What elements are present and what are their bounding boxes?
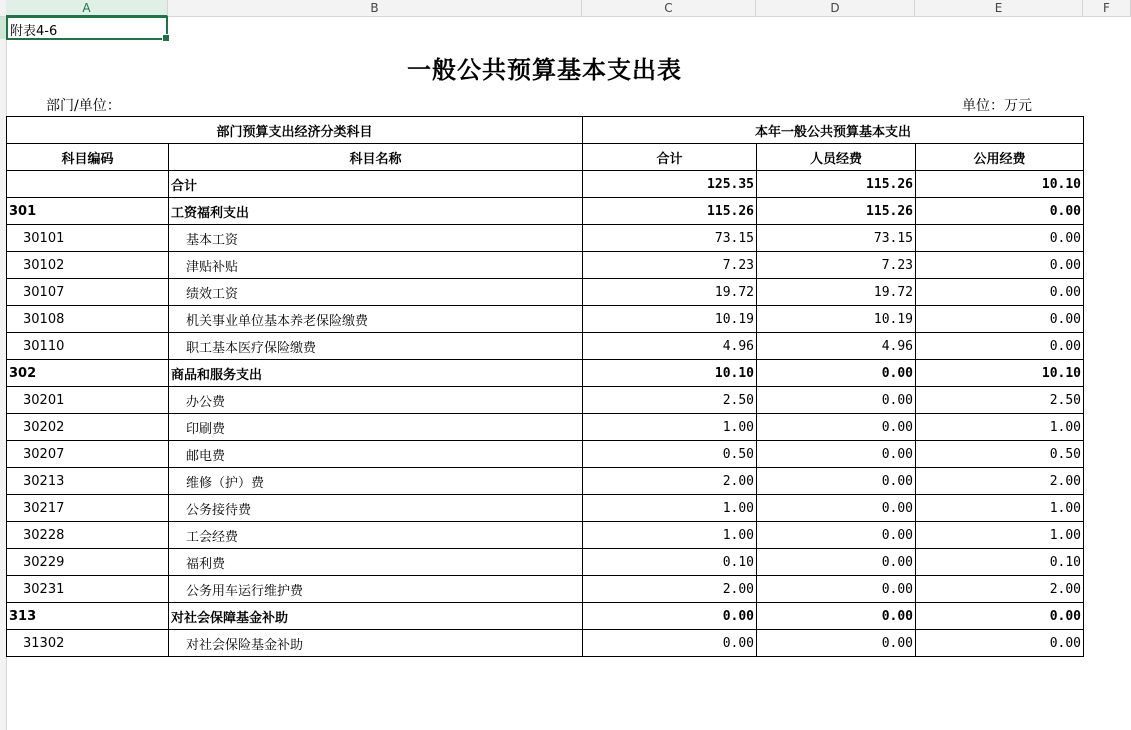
- cell-name[interactable]: 对社会保障基金补助: [169, 603, 583, 630]
- cell-personnel[interactable]: 0.00: [757, 360, 916, 387]
- cell-personnel[interactable]: 19.72: [757, 279, 916, 306]
- cell-personnel[interactable]: 4.96: [757, 333, 916, 360]
- cell-personnel[interactable]: 0.00: [757, 549, 916, 576]
- cell-public[interactable]: 0.00: [916, 630, 1084, 657]
- table-row: [7, 198, 1084, 225]
- header-name[interactable]: 科目名称: [169, 144, 583, 171]
- cell-name[interactable]: 商品和服务支出: [169, 360, 583, 387]
- cell-total[interactable]: 125.35: [583, 171, 757, 198]
- cell-total[interactable]: 1.00: [583, 495, 757, 522]
- cell-code[interactable]: 302: [7, 360, 169, 387]
- dept-label[interactable]: 部门/单位：: [46, 98, 121, 114]
- table-row: [7, 495, 1084, 522]
- table-row: [7, 252, 1084, 279]
- cell-total[interactable]: 115.26: [583, 198, 757, 225]
- cell-name[interactable]: 绩效工资: [169, 279, 583, 306]
- cell-code[interactable]: 30213: [7, 468, 169, 495]
- cell-code[interactable]: 30201: [7, 387, 169, 414]
- cell-name[interactable]: 职工基本医疗保险缴费: [169, 333, 583, 360]
- cell-code[interactable]: 30202: [7, 414, 169, 441]
- cell-total[interactable]: 19.72: [583, 279, 757, 306]
- cell-personnel[interactable]: 0.00: [757, 414, 916, 441]
- cell-personnel[interactable]: 0.00: [757, 441, 916, 468]
- cell-total[interactable]: 7.23: [583, 252, 757, 279]
- cell-code[interactable]: 301: [7, 198, 169, 225]
- table-row: [7, 171, 1084, 198]
- cell-total[interactable]: 73.15: [583, 225, 757, 252]
- cell-name[interactable]: 合计: [169, 171, 583, 198]
- cell-name[interactable]: 机关事业单位基本养老保险缴费: [169, 306, 583, 333]
- cell-total[interactable]: 2.00: [583, 576, 757, 603]
- cell-name[interactable]: 福利费: [169, 549, 583, 576]
- cell-total[interactable]: 0.00: [583, 630, 757, 657]
- cell-code[interactable]: 30102: [7, 252, 169, 279]
- header-code[interactable]: 科目编码: [7, 144, 169, 171]
- fill-handle[interactable]: [162, 34, 170, 42]
- column-header-a[interactable]: A: [6, 0, 168, 17]
- cell-code[interactable]: 30217: [7, 495, 169, 522]
- cell-a1-note[interactable]: 附表4-6: [10, 24, 58, 39]
- cell-personnel[interactable]: 0.00: [757, 630, 916, 657]
- sheet-title[interactable]: 一般公共预算基本支出表: [407, 55, 682, 84]
- cell-name[interactable]: 维修（护）费: [169, 468, 583, 495]
- cell-public[interactable]: 1.00: [916, 414, 1084, 441]
- group-header-left[interactable]: 部门预算支出经济分类科目: [7, 117, 583, 144]
- group-header-right[interactable]: 本年一般公共预算基本支出: [583, 117, 1084, 144]
- table-row: [7, 225, 1084, 252]
- cell-personnel[interactable]: 73.15: [757, 225, 916, 252]
- cell-total[interactable]: 0.00: [583, 603, 757, 630]
- column-header-e[interactable]: E: [915, 0, 1083, 16]
- cell-public[interactable]: 0.00: [916, 198, 1084, 225]
- cell-public[interactable]: 0.00: [916, 279, 1084, 306]
- cell-code[interactable]: 30107: [7, 279, 169, 306]
- cell-public[interactable]: 0.50: [916, 441, 1084, 468]
- column-header-c[interactable]: C: [582, 0, 756, 16]
- column-header-d[interactable]: D: [756, 0, 915, 16]
- table-row: [7, 333, 1084, 360]
- table-row: [7, 360, 1084, 387]
- cell-public[interactable]: 2.00: [916, 576, 1084, 603]
- cell-personnel[interactable]: 115.26: [757, 198, 916, 225]
- cell-public[interactable]: 2.50: [916, 387, 1084, 414]
- header-total[interactable]: 合计: [583, 144, 757, 171]
- cell-code[interactable]: 30207: [7, 441, 169, 468]
- cell-public[interactable]: 0.00: [916, 306, 1084, 333]
- cell-personnel[interactable]: 115.26: [757, 171, 916, 198]
- cell-public[interactable]: 0.00: [916, 252, 1084, 279]
- group-header-row: [7, 117, 1084, 144]
- cell-code[interactable]: 313: [7, 603, 169, 630]
- cell-total[interactable]: 0.50: [583, 441, 757, 468]
- cell-total[interactable]: 0.10: [583, 549, 757, 576]
- cell-code[interactable]: [7, 171, 169, 198]
- unit-label[interactable]: 单位：万元: [962, 98, 1032, 114]
- cell-personnel[interactable]: 7.23: [757, 252, 916, 279]
- cell-name[interactable]: 津贴补贴: [169, 252, 583, 279]
- cell-name[interactable]: 基本工资: [169, 225, 583, 252]
- table-row: [7, 441, 1084, 468]
- table-row: [7, 468, 1084, 495]
- cell-code[interactable]: 30228: [7, 522, 169, 549]
- cell-total[interactable]: 1.00: [583, 414, 757, 441]
- cell-name[interactable]: 邮电费: [169, 441, 583, 468]
- cell-total[interactable]: 2.50: [583, 387, 757, 414]
- cell-total[interactable]: 1.00: [583, 522, 757, 549]
- cell-personnel[interactable]: 0.00: [757, 576, 916, 603]
- cell-code[interactable]: 31302: [7, 630, 169, 657]
- cell-public[interactable]: 0.00: [916, 333, 1084, 360]
- cell-code[interactable]: 30110: [7, 333, 169, 360]
- table-row: [7, 576, 1084, 603]
- column-header-bar: [0, 0, 1131, 17]
- header-public[interactable]: 公用经费: [916, 144, 1084, 171]
- budget-table: [6, 116, 1084, 657]
- cell-total[interactable]: 10.19: [583, 306, 757, 333]
- cell-public[interactable]: 0.10: [916, 549, 1084, 576]
- cell-personnel[interactable]: 0.00: [757, 495, 916, 522]
- cell-public[interactable]: 10.10: [916, 360, 1084, 387]
- cell-public[interactable]: 0.00: [916, 225, 1084, 252]
- table-row: [7, 306, 1084, 333]
- table-row: [7, 522, 1084, 549]
- table-row: [7, 630, 1084, 657]
- table-row: [7, 279, 1084, 306]
- cell-total[interactable]: 10.10: [583, 360, 757, 387]
- table-row: [7, 549, 1084, 576]
- cell-personnel[interactable]: 0.00: [757, 387, 916, 414]
- cell-code[interactable]: 30101: [7, 225, 169, 252]
- cell-name[interactable]: 工资福利支出: [169, 198, 583, 225]
- column-header-b[interactable]: B: [168, 0, 582, 16]
- table-row: [7, 414, 1084, 441]
- cell-public[interactable]: 10.10: [916, 171, 1084, 198]
- cell-personnel[interactable]: 0.00: [757, 468, 916, 495]
- cell-name[interactable]: 公务用车运行维护费: [169, 576, 583, 603]
- cell-code[interactable]: 30231: [7, 576, 169, 603]
- cell-personnel[interactable]: 0.00: [757, 603, 916, 630]
- cell-personnel[interactable]: 0.00: [757, 522, 916, 549]
- cell-code[interactable]: 30229: [7, 549, 169, 576]
- cell-code[interactable]: 30108: [7, 306, 169, 333]
- cell-public[interactable]: 1.00: [916, 522, 1084, 549]
- cell-name[interactable]: 印刷费: [169, 414, 583, 441]
- cell-total[interactable]: 2.00: [583, 468, 757, 495]
- cell-name[interactable]: 办公费: [169, 387, 583, 414]
- header-personnel[interactable]: 人员经费: [757, 144, 916, 171]
- cell-public[interactable]: 0.00: [916, 603, 1084, 630]
- cell-name[interactable]: 对社会保险基金补助: [169, 630, 583, 657]
- table-row: [7, 603, 1084, 630]
- column-header-f[interactable]: F: [1083, 0, 1131, 16]
- table-row: [7, 387, 1084, 414]
- cell-total[interactable]: 4.96: [583, 333, 757, 360]
- cell-name[interactable]: 公务接待费: [169, 495, 583, 522]
- cell-name[interactable]: 工会经费: [169, 522, 583, 549]
- cell-public[interactable]: 1.00: [916, 495, 1084, 522]
- cell-public[interactable]: 2.00: [916, 468, 1084, 495]
- column-header-row: [7, 144, 1084, 171]
- cell-personnel[interactable]: 10.19: [757, 306, 916, 333]
